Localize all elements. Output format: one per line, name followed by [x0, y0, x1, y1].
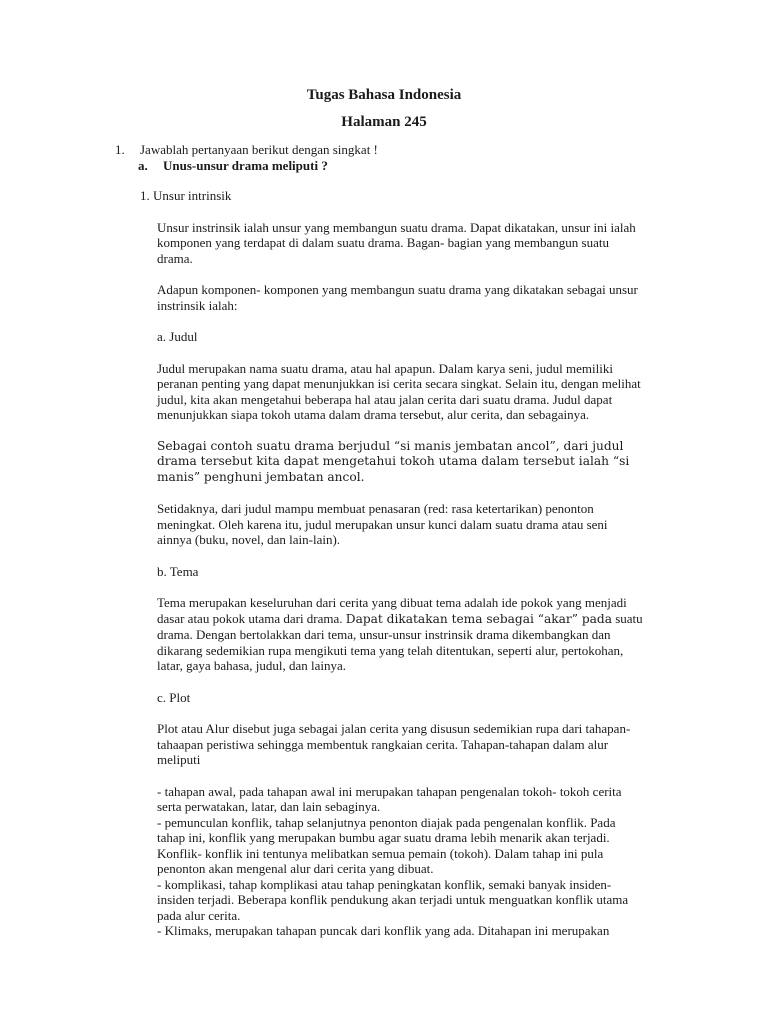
plot-stage-pemunculan-konflik: - pemunculan konflik, tahap selanjutnya penonton diajak pada pengenalan konflik. Pada tahap ini, konflik yang merupakan bumbu agar suatu drama lebih menarik akan terjadi. Konflik- konflik ini tentunya melibatkan semua pemain (tokoh). Dalam tahap ini pula penonton akan mengenal alur dari cerita yang dibuat. [157, 814, 616, 876]
paragraph-setidaknya: Setidaknya, dari judul mampu membuat penasaran (red: rasa ketertarikan) penonton meningkat. Oleh karena itu, judul merupakan unsur kunci dalam suatu drama atau seni ainnya (buku, novel, dan lain-lain). [157, 501, 608, 547]
plot-stage-komplikasi: - komplikasi, tahap komplikasi atau tahap peningkatan konflik, semaki banyak insiden- insiden terjadi. Beberapa konflik pendukung akan terjadi untuk menguatkan konflik utama pada alur cerita. [157, 876, 629, 923]
subquestion-item [138, 158, 768, 174]
subheading-judul: a. Judul [157, 329, 198, 344]
subquestion-text: Unus-unsur drama meliputi ? [163, 157, 328, 173]
subheading-plot: c. Plot [157, 689, 191, 705]
paragraph-tema [157, 595, 643, 674]
paragraph-tema-part2: Dapat dikatakan tema sebagai “akar” pada [345, 611, 612, 626]
plot-stage-tahapan-awal: - tahapan awal, pada tahapan awal ini merupakan tahapan pengenalan tokoh- tokoh cerita serta perwatakan, latar, dan lain sebaginya. [157, 783, 622, 814]
question-number: 1. [115, 142, 125, 157]
plot-stages-list [157, 784, 643, 939]
subheading-tema: b. Tema [157, 563, 199, 579]
document-subtitle: Halaman 245 [341, 114, 427, 130]
paragraph-judul: Judul merupakan nama suatu drama, atau hal apapun. Dalam karya seni, judul memiliki peranan penting yang dapat menunjukkan isi cerita secara singkat. Selain itu, dengan melihat judul, kita akan mengetahui beberapa hal atau jalan cerita dari suatu drama. Judul dapat menunjukkan siapa tokoh utama dalam drama tersebut, alur cerita, dan sebagainya. [157, 360, 641, 422]
plot-stage-klimaks: - Klimaks, merupakan tahapan puncak dari konflik yang ada. Ditahapan ini merupakan [157, 923, 610, 938]
paragraph-contoh: Sebagai contoh suatu drama berjudul “si manis jembatan ancol”, dari judul drama tersebut kita dapat mengetahui tokoh utama dalam tersebut ialah “si manis” penghuni jembatan ancol. [157, 438, 630, 484]
question-item [115, 142, 768, 158]
subquestion-letter: a. [138, 157, 148, 173]
section-heading-unsur-intrinsik: 1. Unsur intrinsik [140, 188, 232, 203]
paragraph-components: Adapun komponen- komponen yang membangun suatu drama yang dikatakan sebagai unsur instrinsik ialah: [157, 282, 638, 313]
question-text: Jawablah pertanyaan berikut dengan singkat ! [140, 142, 378, 157]
document-body [157, 220, 643, 939]
paragraph-tema-part1: Tema merupakan keseluruhan dari cerita yang dibuat tema adalah ide pokok yang menjadi dasar atau pokok utama dari drama. [157, 595, 627, 626]
paragraph-intrinsic-definition: Unsur instrinsik ialah unsur yang membangun suatu drama. Dapat dikatakan, unsur ini ialah komponen yang terdapat di dalam suatu drama. Bagan- bagian yang membangun suatu drama. [157, 219, 636, 266]
paragraph-plot: Plot atau Alur disebut juga sebagai jalan cerita yang disusun sedemikian rupa dari tahapan-tahaapan peristiwa sehingga membentuk rangkaian cerita. Tahapan-tahapan dalam alur meliputi [157, 721, 631, 767]
paragraph-tema-part3: suatu drama. Dengan bertolakkan dari tema, unsur-unsur instrinsik drama dikembangkan dan dikarang sedemikian rupa mengikuti tema yang telah ditentukan, seperti alur, pertokohan, latar, gaya bahasa, judul, dan lainya. [157, 610, 643, 673]
document-title: Tugas Bahasa Indonesia [306, 87, 462, 103]
